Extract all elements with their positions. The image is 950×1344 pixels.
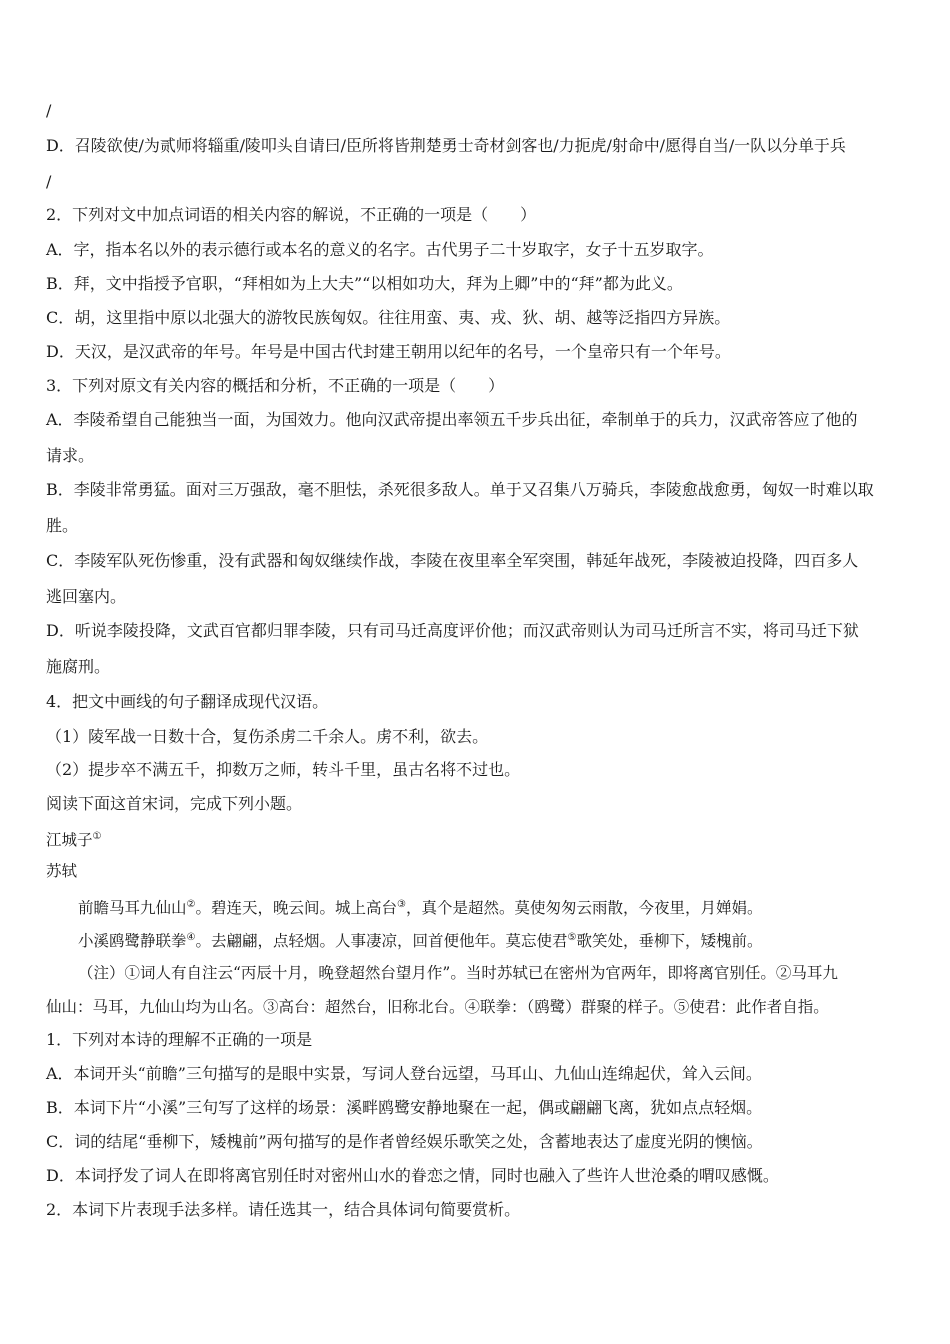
footnote-mark: ④ [186, 932, 196, 943]
poem-text: 前瞻马耳九仙山 [78, 899, 187, 918]
poem-text: 小溪鸥鹭静联拳 [78, 932, 187, 951]
text-line: B．李陵非常勇猛。面对三万强敌，毫不胆怯，杀死很多敌人。单于又召集八万骑兵，李陵愈战愈勇，匈奴一时难以取 [46, 480, 874, 499]
footnote-mark: ⑤ [567, 932, 577, 943]
question-line: 2．本词下片表现手法多样。请任选其一，结合具体词句简要赏析。 [46, 1200, 521, 1219]
text-line: D．听说李陵投降，文武百官都归罪李陵，只有司马迁高度评价他；而汉武帝则认为司马迁所言不实，将司马迁下狱 [46, 621, 859, 640]
poem-title [46, 827, 101, 850]
text-line: D．天汉，是汉武帝的年号。年号是中国古代封建王朝用以纪年的名号，一个皇帝只有一个年号。 [46, 342, 731, 361]
text-line: 逃回塞内。 [46, 587, 127, 606]
text-line: C．李陵军队死伤惨重，没有武器和匈奴继续作战，李陵在夜里率全军突围，韩延年战死，李陵被迫投降，四百多人 [46, 551, 859, 570]
text-line: 4．把文中画线的句子翻译成现代汉语。 [46, 692, 329, 711]
text-line: / [46, 101, 52, 120]
question-line: 1．下列对本诗的理解不正确的一项是 [46, 1030, 313, 1049]
poem-author: 苏轼 [46, 862, 78, 880]
poem-text: 。碧连天，晚云间。城上高台 [195, 899, 397, 918]
text-line: C．胡，这里指中原以北强大的游牧民族匈奴。往往用蛮、夷、戎、狄、胡、越等泛指四方异族。 [46, 308, 731, 327]
poem-note: （注）①词人有自注云“丙辰十月，晚登超然台望月作”。当时苏轼已在密州为官两年，即将离官别任。②马耳九 [78, 964, 838, 982]
text-line: D．召陵欲使/为贰师将辎重/陵叩头自请曰/臣所将皆荆楚勇士奇材剑客也/力扼虎/射命中/愿得自当/一队以分单于兵 [46, 136, 846, 155]
text-line: 请求。 [46, 446, 95, 465]
text-line: B．拜，文中指授予官职，“拜相如为上大夫”“以相如功大，拜为上卿”中的“拜”都为此义。 [46, 274, 683, 293]
poem-text: ，真个是超然。莫使匆匆云雨散，今夜里，月婵娟。 [405, 899, 763, 918]
text-line: / [46, 172, 52, 191]
text-line: （2）提步卒不满五千，抑数万之师，转斗千里，虽古名将不过也。 [46, 760, 521, 779]
footnote-mark: ② [186, 899, 196, 910]
poem-note: 仙山：马耳，九仙山均为山名。③高台：超然台，旧称北台。④联拳：（鸥鹭）群聚的样子。⑤使君：此作者自指。 [46, 998, 829, 1016]
poem-text: 歌笑处，垂柳下，矮槐前。 [576, 932, 763, 951]
question-option: C．词的结尾“垂柳下，矮槐前”两句描写的是作者曾经娱乐歌笑之处，含蓄地表达了虚度光阴的懊恼。 [46, 1132, 763, 1151]
text-line: A．李陵希望自己能独当一面，为国效力。他向汉武帝提出率领五千步兵出征，牵制单于的兵力，汉武帝答应了他的 [46, 410, 858, 429]
question-option: A．本词开头“前瞻”三句描写的是眼中实景，写词人登台远望，马耳山、九仙山连绵起伏，耸入云间。 [46, 1064, 762, 1083]
text-line: A．字，指本名以外的表示德行或本名的意义的名字。古代男子二十岁取字，女子十五岁取字。 [46, 240, 714, 259]
text-line: 阅读下面这首宋词，完成下列小题。 [46, 794, 303, 813]
poem-text: 。去翩翩，点轻烟。人事凄凉，回首便他年。莫忘使君 [195, 932, 568, 951]
poem-line [78, 928, 762, 951]
text-line: 3．下列对原文有关内容的概括和分析，不正确的一项是（ ） [46, 376, 505, 395]
text-line: 胜。 [46, 516, 79, 535]
poem-line [78, 895, 762, 918]
poem-title-text: 江城子 [46, 831, 93, 850]
question-option: B．本词下片“小溪”三句写了这样的场景：溪畔鸥鹭安静地聚在一起，偶或翩翩飞离，犹如点点轻烟。 [46, 1098, 763, 1117]
text-line: 施腐刑。 [46, 657, 111, 676]
footnote-mark: ③ [397, 899, 406, 910]
text-line: 2．下列对文中加点词语的相关内容的解说，不正确的一项是（ ） [46, 205, 537, 224]
text-line: （1）陵军战一日数十合，复伤杀虏二千余人。虏不利，欲去。 [46, 727, 489, 746]
footnote-mark: ① [92, 831, 102, 842]
question-option: D．本词抒发了词人在即将离官别任时对密州山水的眷恋之情，同时也融入了些许人世沧桑的喟叹感慨。 [46, 1166, 779, 1185]
